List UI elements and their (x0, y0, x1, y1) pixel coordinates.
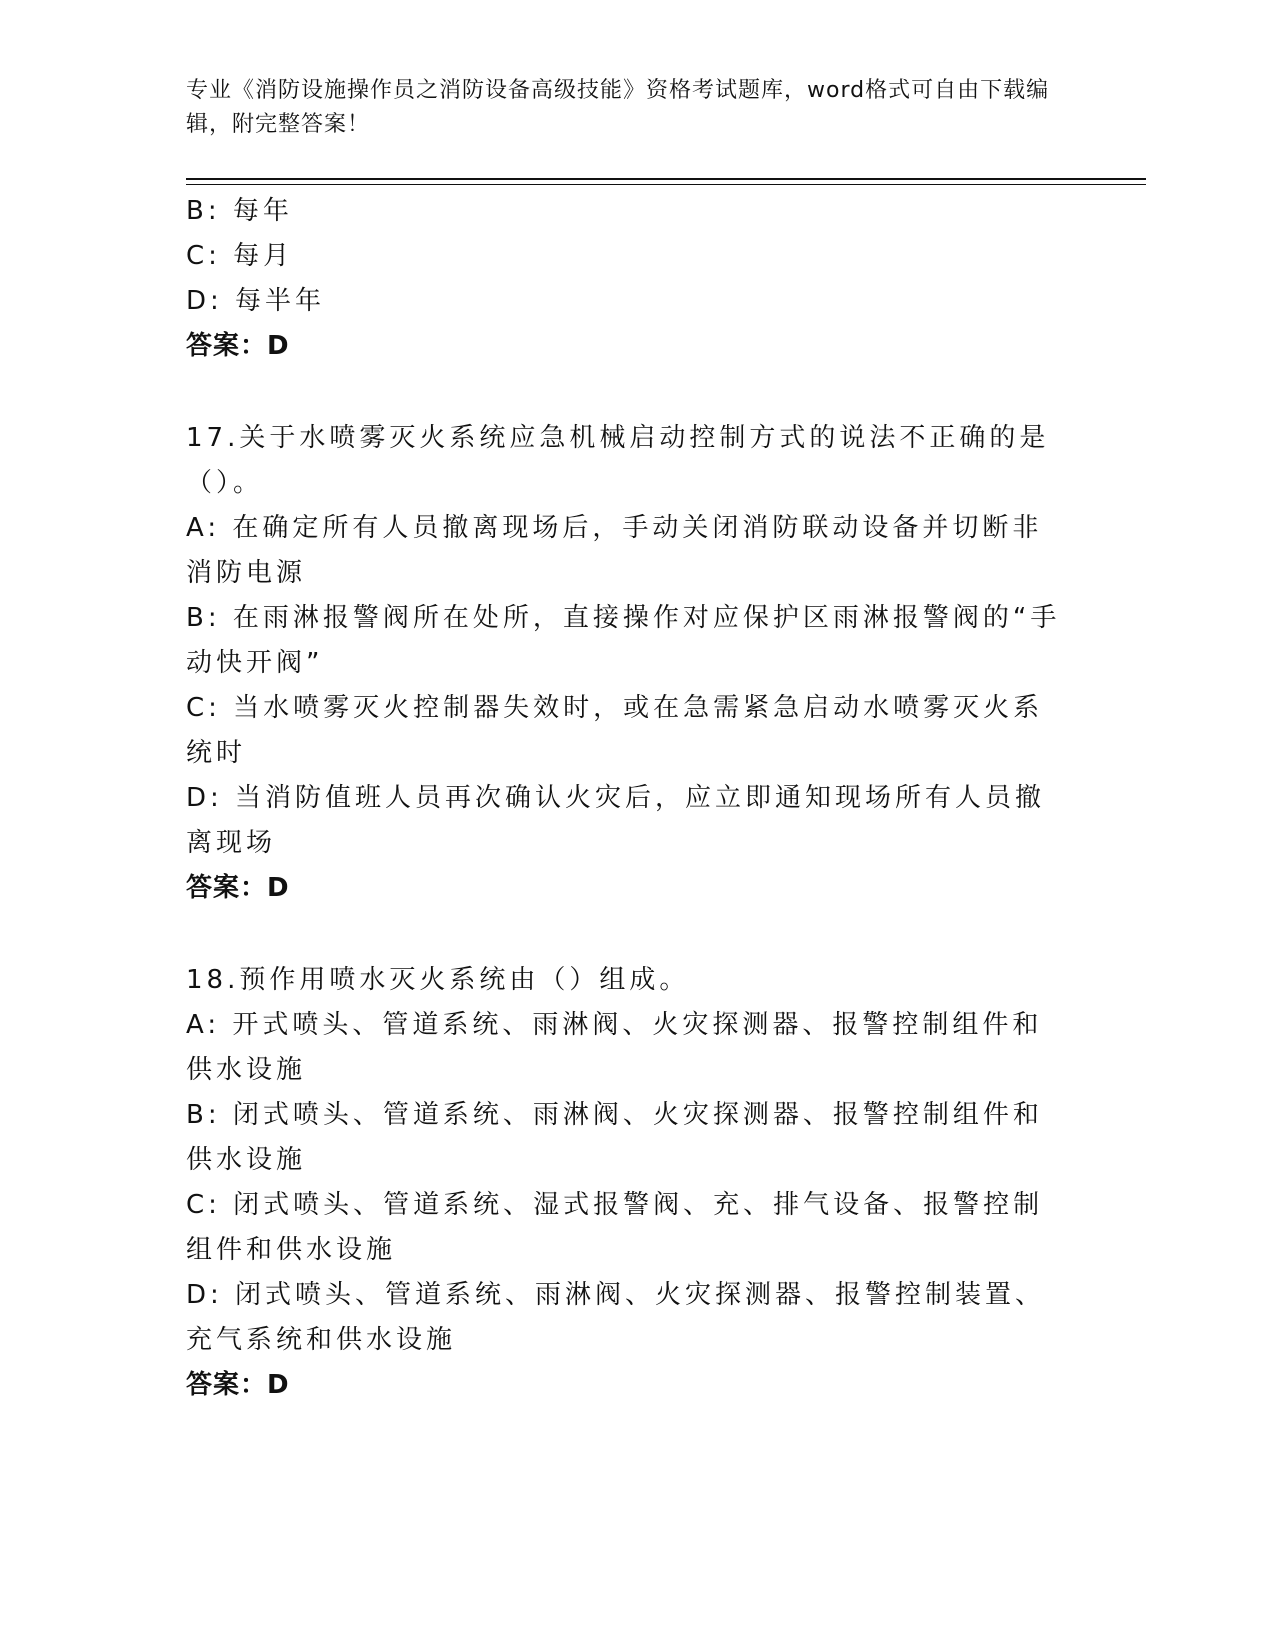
document-header: 专业《消防设施操作员之消防设备高级技能》资格考试题库，word格式可自由下载编辑，附完整答案！ (186, 78, 1050, 137)
q17-answer: 答案：D (186, 873, 290, 903)
q17-option-d: D: 当消防值班人员再次确认火灾后，应立即通知现场所有人员撤离现场 (186, 783, 1046, 858)
q18-answer: 答案：D (186, 1370, 290, 1400)
q17-stem: 17.关于水喷雾灭火系统应急机械启动控制方式的说法不正确的是（）。 (186, 423, 1050, 498)
header-rule-thick (186, 178, 1146, 180)
q16-answer: 答案：D (186, 331, 290, 361)
question-17 (186, 416, 1066, 911)
q17-option-b: B: 在雨淋报警阀所在处所，直接操作对应保护区雨淋报警阀的“手动快开阀” (186, 603, 1061, 678)
q18-option-a: A: 开式喷头、管道系统、雨淋阀、火灾探测器、报警控制组件和供水设施 (186, 1010, 1043, 1085)
q18-stem: 18.预作用喷水灭火系统由（）组成。 (186, 965, 690, 995)
q17-option-a: A: 在确定所有人员撤离现场后，手动关闭消防联动设备并切断非消防电源 (186, 513, 1043, 588)
question-16-tail (186, 189, 1066, 369)
question-content (186, 189, 1066, 1408)
q16-option-d: D: 每半年 (186, 286, 326, 316)
q18-option-c: C: 闭式喷头、管道系统、湿式报警阀、充、排气设备、报警控制组件和供水设施 (186, 1190, 1044, 1265)
header-rule-thin (186, 184, 1146, 185)
q17-option-c: C: 当水喷雾灭火控制器失效时，或在急需紧急启动水喷雾灭火系统时 (186, 693, 1044, 768)
q16-option-b: B: 每年 (186, 196, 293, 226)
q18-option-d: D: 闭式喷头、管道系统、雨淋阀、火灾探测器、报警控制装置、充气系统和供水设施 (186, 1280, 1046, 1355)
question-18 (186, 958, 1066, 1408)
q18-option-b: B: 闭式喷头、管道系统、雨淋阀、火灾探测器、报警控制组件和供水设施 (186, 1100, 1043, 1175)
q16-option-c: C: 每月 (186, 241, 294, 271)
